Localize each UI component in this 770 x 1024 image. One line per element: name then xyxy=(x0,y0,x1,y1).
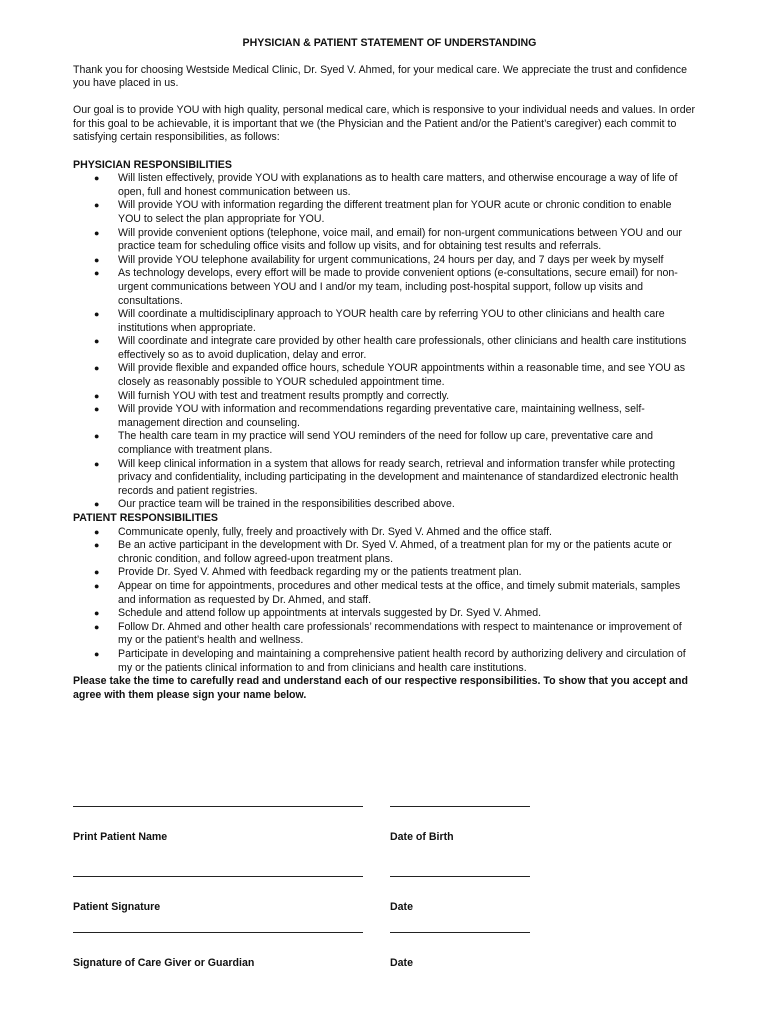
patient-responsibilities-list xyxy=(73,526,696,676)
intro-paragraph-2: Our goal is to provide YOU with high quality, personal medical care, which is responsive to your individual needs and values. In order for this goal to be achievable, it is important that we (the Physician and the Patient and/or the Patient’s caregiver) each commit to satisfying certain responsibilities, as follows: xyxy=(73,104,696,144)
list-item: ● Provide Dr. Syed V. Ahmed with feedback regarding my or the patients treatment plan. xyxy=(94,566,522,579)
bullet-icon: ● xyxy=(94,567,100,578)
caregiver-signature-label: Signature of Care Giver or Guardian xyxy=(73,957,255,969)
patient-heading: PATIENT RESPONSIBILITIES xyxy=(73,512,218,524)
bullet-icon: ● xyxy=(94,227,100,238)
patient-signature-label: Patient Signature xyxy=(73,901,161,913)
bullet-icon: ● xyxy=(94,200,100,211)
bullet-icon: ● xyxy=(94,254,100,265)
date-of-birth-label: Date of Birth xyxy=(390,831,454,843)
signature-row-caregiver xyxy=(73,932,693,972)
caregiver-signature-line[interactable] xyxy=(73,932,363,933)
signature-row-print-name xyxy=(73,806,693,846)
document-title: PHYSICIAN & PATIENT STATEMENT OF UNDERSTANDING xyxy=(242,37,537,49)
bullet-icon: ● xyxy=(94,499,100,510)
bullet-icon: ● xyxy=(94,458,100,469)
patient-signature-line[interactable] xyxy=(73,876,363,877)
signature-row-patient xyxy=(73,876,693,916)
list-item: ● Will coordinate a multidisciplinary approach to YOUR health care by referring YOU to other clinicians and health care institutions when appropriate. xyxy=(94,308,665,334)
list-item: ● Will provide flexible and expanded office hours, schedule YOUR appointments within a reasonable time, and see YOU as closely as reasonably possible to YOUR scheduled appointment time. xyxy=(94,362,686,389)
list-item: ● Will provide YOU with information regarding the different treatment plan for YOUR acute or chronic condition to enable YOU to select the plan appropriate for YOU. xyxy=(94,199,672,225)
list-item: ● As technology develops, every effort will be made to provide convenient options (e-consultations, secure email) for non-urgent communications between YOU and I and/or my team, including post-hospital support, follow up visits and consultations. xyxy=(94,267,678,307)
list-item: ● Schedule and attend follow up appointments at intervals suggested by Dr. Syed V. Ahmed. xyxy=(94,607,542,620)
bullet-icon: ● xyxy=(94,173,100,184)
bullet-icon: ● xyxy=(94,404,100,415)
bullet-icon: ● xyxy=(94,621,100,632)
bullet-icon: ● xyxy=(94,268,100,279)
signing-notice: Please take the time to carefully read and understand each of our respective responsibilities. To show that you accept and agree with them please sign your name below. xyxy=(73,675,689,701)
list-item: ● Our practice team will be trained in the responsibilities described above. xyxy=(94,498,455,511)
physician-responsibilities-list xyxy=(73,172,696,512)
print-name-label: Print Patient Name xyxy=(73,831,168,843)
list-item: ● Will furnish YOU with test and treatment results promptly and correctly. xyxy=(94,389,450,402)
bullet-icon: ● xyxy=(94,526,100,537)
caregiver-date-label: Date xyxy=(390,957,413,969)
list-item: ● Follow Dr. Ahmed and other health care professionals’ recommendations with respect to maintenance or improvement of my or the patient’s health and wellness. xyxy=(94,620,682,647)
list-item: ● Will keep clinical information in a system that allows for ready search, retrieval and information transfer while protecting privacy and confidentiality, including participating in the development and maintenance of standardized electronic health records and patient registries. xyxy=(94,457,679,497)
caregiver-date-line[interactable] xyxy=(390,932,530,933)
bullet-icon: ● xyxy=(94,336,100,347)
list-item: ● Will provide YOU with information and recommendations regarding preventative care, maintaining wellness, self-management direction and counseling. xyxy=(94,403,645,429)
list-item: ● Will provide YOU telephone availability for urgent communications, 24 hours per day, and 7 days per week by myself xyxy=(94,253,664,266)
bullet-icon: ● xyxy=(94,648,100,659)
date-of-birth-line[interactable] xyxy=(390,806,530,807)
patient-date-label: Date xyxy=(390,901,413,913)
list-item: ● Will listen effectively, provide YOU with explanations as to health care matters, and otherwise encourage a way of life of open, full and honest communication between us. xyxy=(94,172,678,198)
bullet-icon: ● xyxy=(94,431,100,442)
list-item: ● Will provide convenient options (telephone, voice mail, and email) for non-urgent communications between YOU and our practice team for scheduling office visits and follow up visits, and for obtaining test results and referrals. xyxy=(94,226,682,253)
bullet-icon: ● xyxy=(94,608,100,619)
list-item: ● Will coordinate and integrate care provided by other health care professionals, other clinicians and health care institutions effectively so as to avoid duplication, delay and error. xyxy=(94,335,687,361)
bullet-icon: ● xyxy=(94,390,100,401)
print-name-line[interactable] xyxy=(73,806,363,807)
list-item: ● Communicate openly, fully, freely and proactively with Dr. Syed V. Ahmed and the office staff. xyxy=(94,525,552,538)
intro-paragraph-1: Thank you for choosing Westside Medical Clinic, Dr. Syed V. Ahmed, for your medical care. We appreciate the trust and confidence you have placed in us. xyxy=(73,63,687,90)
bullet-icon: ● xyxy=(94,363,100,374)
bullet-icon: ● xyxy=(94,580,100,591)
list-item: ● Be an active participant in the development with Dr. Syed V. Ahmed, of a treatment plan for my or the patients acute or chronic condition, and follow agreed-upon treatment plans. xyxy=(94,539,672,565)
bullet-icon: ● xyxy=(94,540,100,551)
bullet-icon: ● xyxy=(94,309,100,320)
list-item: ● Participate in developing and maintaining a comprehensive patient health record by authorizing delivery and circulation of my or the patients clinical information to and from clinicians and health care institutions. xyxy=(94,647,686,674)
physician-heading: PHYSICIAN RESPONSIBILITIES xyxy=(73,158,232,171)
list-item: ● Appear on time for appointments, procedures and other medical tests at the office, and timely submit materials, samples and information as requested by Dr. Ahmed, and staff. xyxy=(94,579,681,606)
list-item: ● The health care team in my practice will send YOU reminders of the need for follow up care, preventative care and compliance with treatment plans. xyxy=(94,430,654,457)
patient-date-line[interactable] xyxy=(390,876,530,877)
